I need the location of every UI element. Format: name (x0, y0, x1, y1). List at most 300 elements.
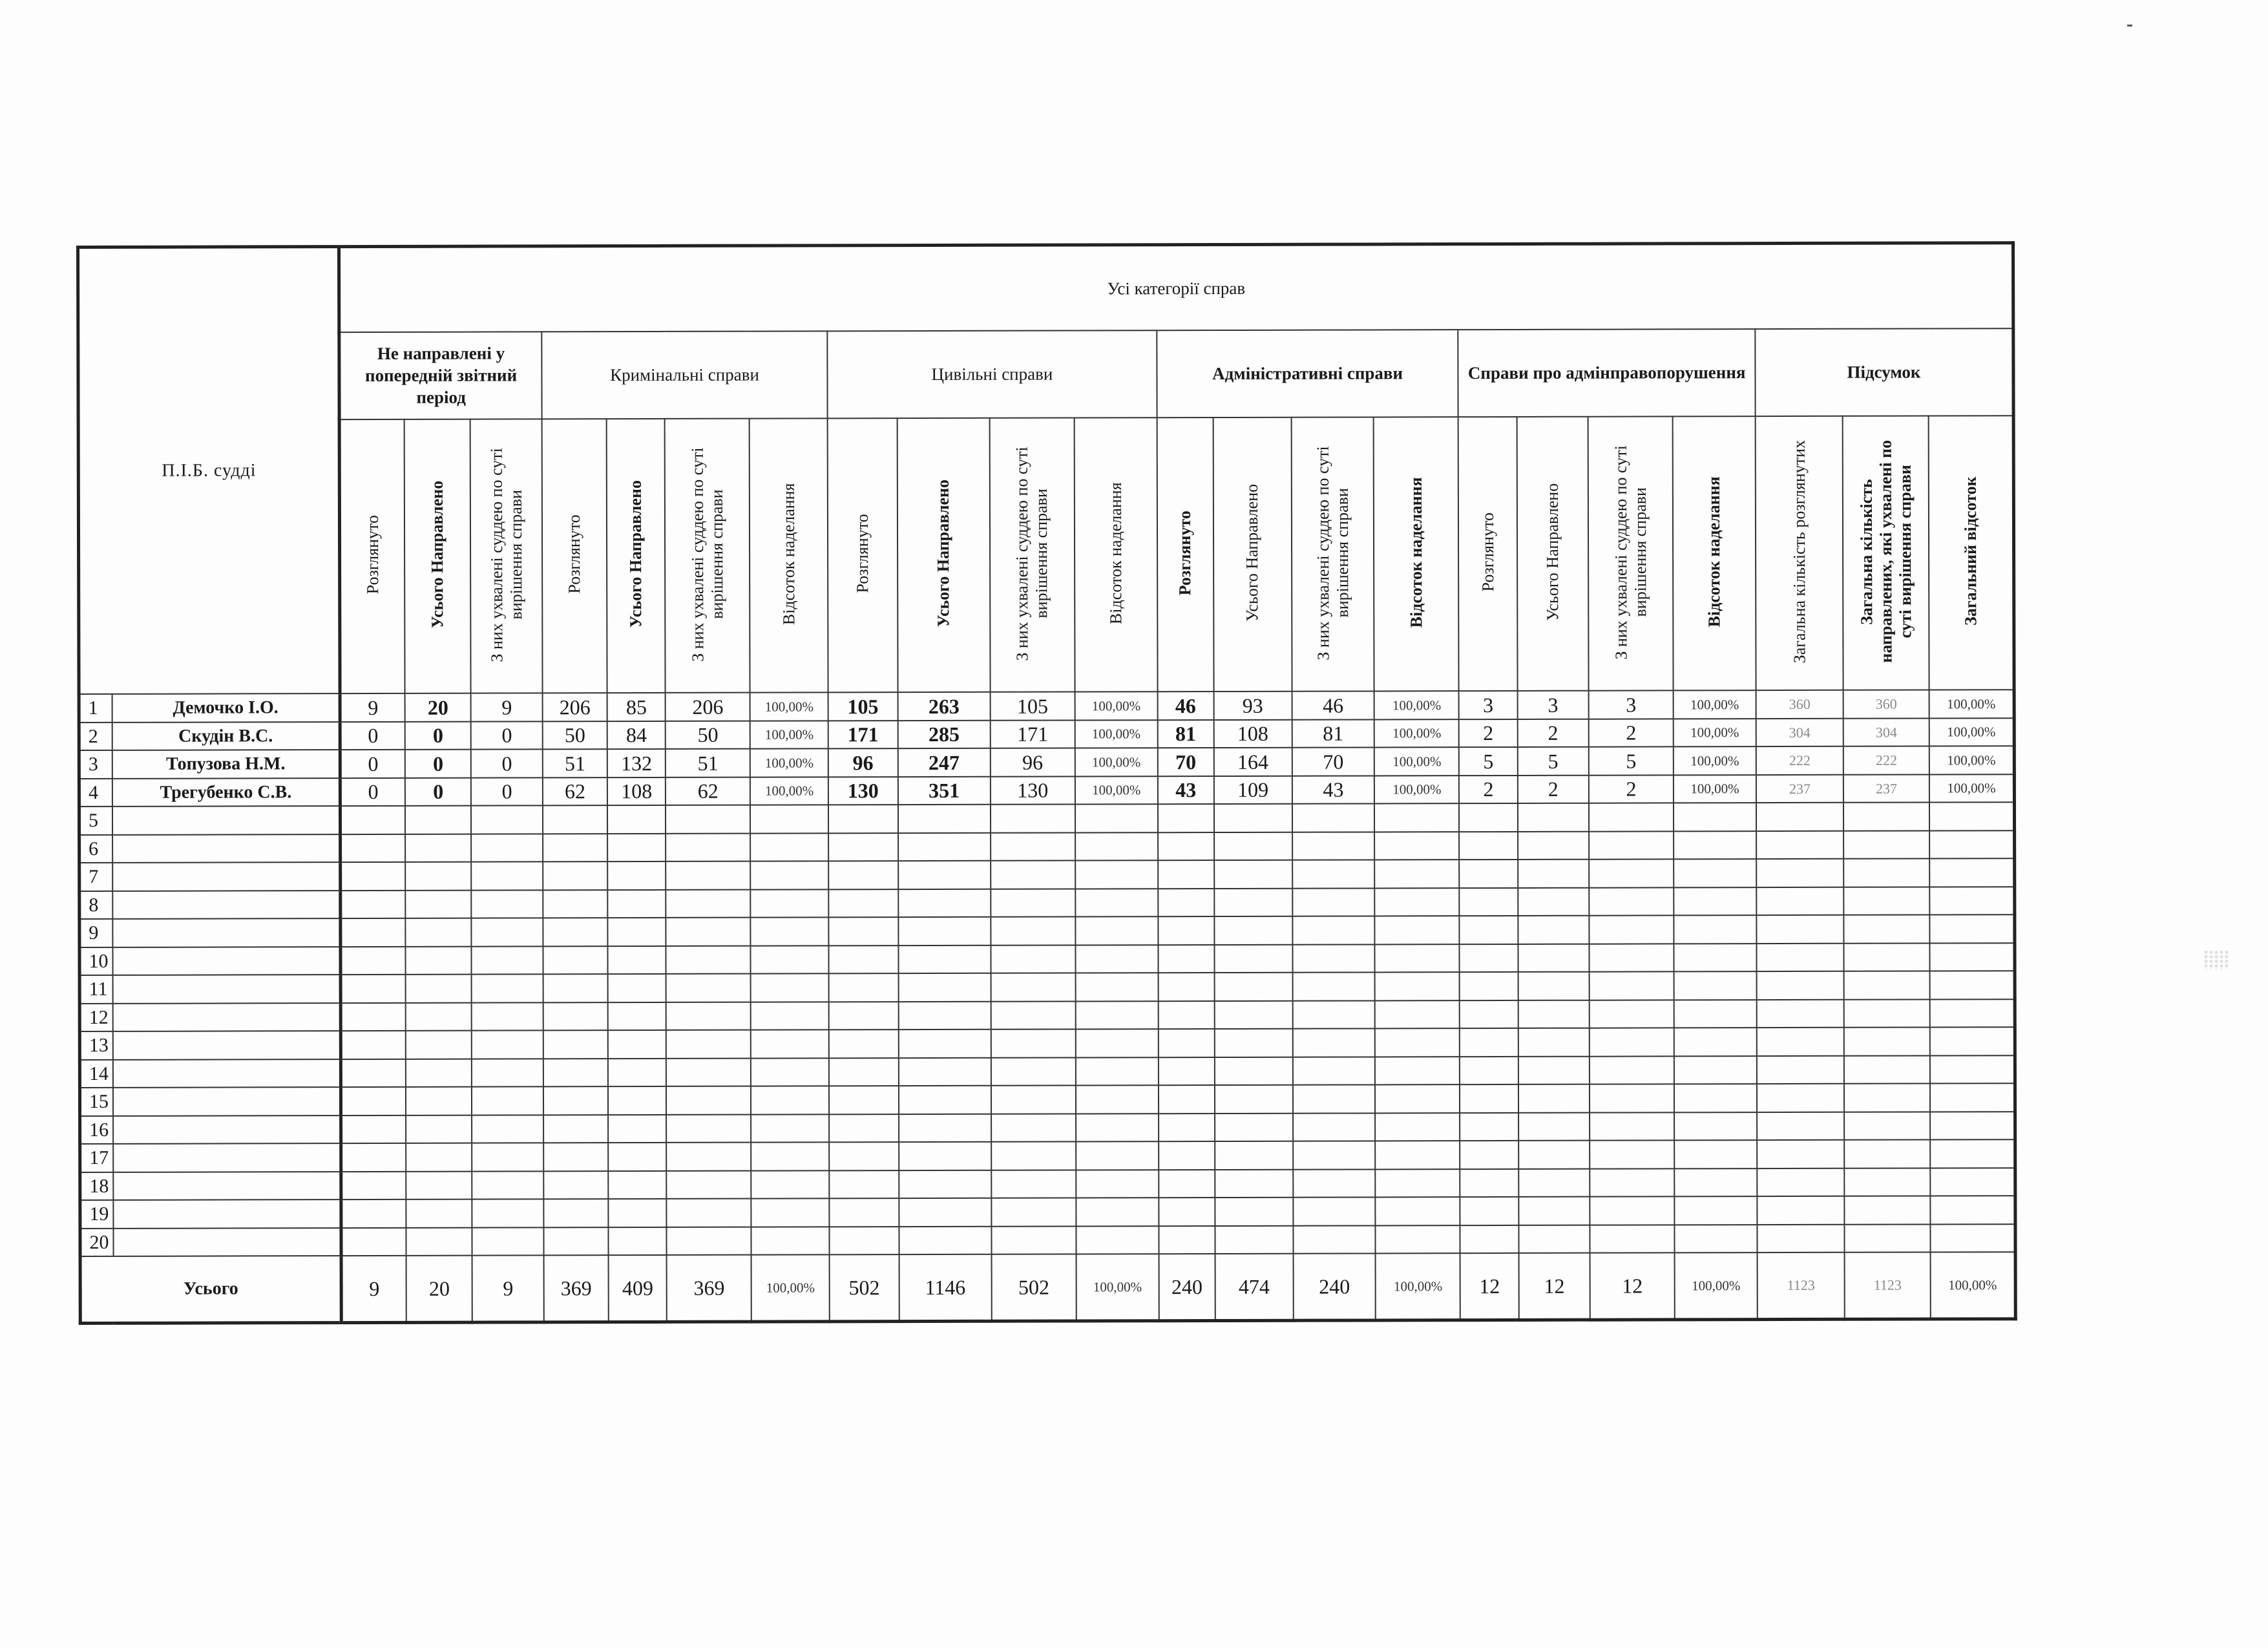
header-row-1 (78, 243, 2013, 333)
total-cell: 12 (1460, 1253, 1518, 1320)
table-cell (543, 834, 607, 862)
column-header-label: Загальна кількість розглянутих (1789, 439, 1809, 664)
table-cell (1376, 1169, 1460, 1198)
judge-name (112, 918, 341, 947)
table-cell (1214, 889, 1292, 917)
table-cell (543, 1031, 608, 1059)
row-number: 14 (79, 1060, 112, 1088)
table-cell (406, 1143, 472, 1172)
table-cell (898, 1030, 991, 1058)
table-cell (751, 1227, 830, 1255)
table-row (79, 859, 2015, 891)
table-cell (1159, 1170, 1215, 1198)
table-cell: 360 (1756, 690, 1843, 719)
table-cell (608, 890, 666, 918)
total-cell: 409 (609, 1255, 667, 1322)
table-cell (405, 806, 471, 834)
column-header (1929, 416, 2014, 690)
table-cell (471, 806, 543, 834)
column-header (1673, 416, 1756, 691)
table-row (79, 746, 2014, 779)
table-cell (1674, 1168, 1757, 1197)
table-cell: 70 (1158, 748, 1214, 776)
group-header: Не направлені у попередній звітний період (339, 332, 541, 419)
table-cell (1460, 1197, 1518, 1225)
table-cell (898, 833, 991, 861)
row-number: 5 (79, 807, 112, 835)
table-cell (829, 1114, 899, 1143)
table-cell: 263 (898, 692, 990, 721)
total-cell: 502 (991, 1254, 1076, 1321)
table-cell (666, 1115, 751, 1143)
table-cell (1159, 1085, 1215, 1114)
table-cell (1518, 1197, 1590, 1225)
table-cell (608, 946, 666, 975)
row-number: 11 (79, 975, 112, 1004)
table-cell (1844, 1168, 1930, 1196)
column-header-label: Усього Направлено (428, 481, 447, 629)
table-cell (1930, 1055, 2015, 1084)
table-cell (1757, 1028, 1844, 1056)
column-header-label: З них ухвалені суддею по суті вирішення справи (688, 447, 727, 662)
table-cell (991, 973, 1075, 1002)
judge-name (112, 834, 341, 863)
table-cell (472, 1002, 543, 1031)
column-header-label: Розглянуто (1478, 512, 1497, 592)
total-cell: 369 (667, 1255, 751, 1322)
table-cell: 0 (405, 750, 471, 778)
table-cell: 351 (898, 777, 990, 805)
table-cell (1756, 944, 1843, 972)
table-cell (1590, 972, 1674, 1000)
table-cell: 81 (1157, 720, 1213, 748)
table-cell (1215, 1114, 1293, 1142)
table-cell (1929, 830, 2014, 859)
report-table (76, 241, 2017, 1325)
column-header-label: Усього Направлено (934, 480, 953, 628)
table-cell (608, 1059, 666, 1087)
table-cell (829, 1030, 899, 1058)
table-cell: 100,00% (1674, 719, 1756, 747)
table-cell (1215, 1198, 1293, 1226)
table-cell (1930, 971, 2015, 1000)
table-cell (608, 974, 666, 1002)
table-cell (608, 1030, 666, 1059)
table-cell (543, 806, 607, 834)
table-cell (750, 861, 828, 890)
column-header-label: Загальний відсоток (1960, 476, 1980, 626)
column-header-label: Відсоток наделання (779, 483, 799, 625)
column-header (989, 417, 1075, 692)
table-cell: 93 (1213, 692, 1292, 720)
table-cell (1214, 945, 1292, 973)
table-cell (406, 1002, 472, 1031)
column-header-label: Усього Направлено (1542, 483, 1562, 621)
table-cell (899, 1170, 991, 1199)
table-cell (1375, 888, 1460, 916)
table-cell (1518, 860, 1590, 888)
table-cell (1215, 1170, 1293, 1198)
table-cell (666, 805, 750, 834)
column-header (1843, 416, 1929, 690)
table-cell (1844, 1055, 1930, 1084)
table-cell (1076, 1198, 1159, 1227)
table-cell (751, 1170, 830, 1199)
row-number: 7 (79, 863, 112, 891)
table-cell (1589, 803, 1674, 832)
table-cell (1674, 971, 1757, 1000)
table-cell: 3 (1589, 691, 1674, 719)
table-cell (1374, 804, 1459, 832)
table-cell (898, 889, 991, 918)
judge-name (113, 1115, 341, 1144)
table-cell (829, 973, 899, 1002)
table-cell (1158, 945, 1214, 973)
table-cell (1518, 803, 1590, 832)
table-cell (1844, 943, 1930, 971)
total-label: Усього (80, 1256, 342, 1323)
table-cell (1756, 803, 1843, 831)
table-cell (829, 1002, 899, 1030)
table-row (80, 1112, 2015, 1144)
table-cell (899, 1142, 991, 1170)
table-cell (1214, 1001, 1292, 1030)
table-cell: 100,00% (1674, 690, 1756, 719)
table-cell (1460, 916, 1518, 944)
table-cell (751, 1114, 829, 1143)
table-cell (1215, 1085, 1293, 1114)
table-cell: 304 (1843, 718, 1929, 746)
column-header (1157, 417, 1213, 692)
table-cell (1075, 805, 1158, 833)
table-cell (1674, 1112, 1757, 1141)
table-cell: 2 (1589, 719, 1674, 747)
table-cell: 9 (340, 693, 404, 722)
table-cell (991, 917, 1075, 945)
table-cell (1076, 1226, 1159, 1254)
row-number: 9 (79, 919, 112, 947)
table-cell (1518, 1113, 1590, 1141)
table-cell (341, 1059, 406, 1088)
table-cell: 171 (828, 721, 898, 749)
table-cell (991, 1030, 1076, 1058)
table-cell (406, 1087, 472, 1115)
table-cell (1214, 916, 1292, 945)
table-cell (472, 890, 543, 918)
judge-name (112, 806, 341, 834)
table-cell (543, 862, 607, 891)
column-header (1291, 417, 1374, 692)
table-cell (1518, 1141, 1590, 1169)
table-cell (406, 975, 472, 1003)
table-cell (1757, 971, 1844, 1000)
table-cell: 206 (666, 693, 750, 721)
table-cell (751, 1002, 829, 1030)
table-cell (1590, 1225, 1675, 1253)
table-cell (829, 945, 899, 974)
table-row (79, 1055, 2015, 1088)
group-header: Справи про адмінправопорушення (1458, 329, 1756, 417)
total-cell: 9 (472, 1256, 544, 1322)
table-cell (828, 833, 898, 861)
row-number: 6 (79, 835, 112, 863)
table-cell (1292, 944, 1375, 973)
judge-name: Трегубенко С.В. (112, 778, 341, 807)
table-cell (1375, 1085, 1460, 1114)
table-cell (1376, 1225, 1460, 1254)
table-cell (751, 889, 829, 918)
table-cell (666, 1030, 751, 1059)
table-cell (1158, 832, 1214, 861)
table-cell (472, 1031, 543, 1059)
table-cell (1930, 1168, 2015, 1196)
table-cell (991, 1114, 1076, 1142)
table-cell (406, 1059, 472, 1087)
table-cell: 51 (666, 749, 750, 777)
table-cell (1518, 1225, 1590, 1254)
table-cell (609, 1171, 667, 1199)
table-cell: 2 (1517, 776, 1589, 804)
judge-name (112, 891, 341, 919)
table-cell: 130 (828, 777, 898, 805)
table-cell (666, 974, 751, 1002)
column-header-label: Відсоток наделання (1106, 482, 1126, 624)
table-cell (406, 1115, 472, 1143)
table-cell (750, 805, 828, 834)
total-row (80, 1252, 2015, 1324)
table-cell (472, 862, 543, 891)
table-cell (1075, 861, 1158, 889)
table-cell (1929, 859, 2014, 887)
table-cell (1930, 999, 2015, 1028)
table-cell (1518, 1084, 1590, 1113)
table-row (79, 915, 2015, 947)
table-cell (608, 1143, 666, 1171)
table-cell (543, 1199, 608, 1228)
table-cell (666, 890, 751, 918)
judge-name: Демочко І.О. (112, 693, 340, 722)
header-row-2 (78, 328, 2013, 419)
judge-name (112, 947, 341, 975)
table-cell: 5 (1459, 747, 1517, 776)
table-cell (828, 861, 898, 889)
table-cell (1460, 1225, 1518, 1254)
column-header-label: Усього Направлено (626, 480, 646, 628)
table-cell (991, 1198, 1076, 1227)
table-cell (898, 917, 991, 945)
column-header-label: З них ухвалені суддею по суті вирішення справи (1611, 445, 1650, 659)
table-cell (341, 1172, 406, 1200)
table-cell (1460, 832, 1518, 860)
table-cell (1589, 860, 1674, 888)
table-cell (1214, 860, 1292, 889)
table-cell: 132 (607, 749, 666, 777)
table-row (79, 887, 2015, 919)
total-cell: 474 (1215, 1254, 1293, 1320)
table-cell (406, 1031, 472, 1059)
table-cell: 109 (1214, 776, 1292, 805)
table-cell (1076, 1001, 1159, 1030)
column-header (1374, 417, 1459, 692)
table-cell (1674, 1056, 1757, 1084)
table-cell: 360 (1843, 690, 1929, 719)
table-cell: 0 (471, 721, 543, 750)
total-cell: 20 (406, 1256, 473, 1322)
table-cell (899, 1114, 991, 1143)
table-cell (341, 1087, 406, 1115)
table-cell (1843, 859, 1929, 887)
table-cell (751, 945, 829, 974)
table-cell (991, 1057, 1076, 1086)
table-cell: 100,00% (1374, 719, 1459, 748)
table-cell (666, 946, 751, 975)
table-cell (829, 1058, 899, 1086)
table-cell (406, 1227, 472, 1256)
table-cell (1158, 804, 1214, 832)
table-cell (1460, 1057, 1518, 1085)
total-cell: 100,00% (1076, 1254, 1159, 1321)
table-cell (1293, 1141, 1376, 1170)
table-cell (1460, 972, 1518, 1000)
row-number: 15 (79, 1088, 112, 1116)
total-cell: 12 (1590, 1253, 1675, 1320)
table-cell (1590, 944, 1674, 972)
table-cell (1376, 1198, 1460, 1226)
table-cell (1159, 1141, 1215, 1170)
table-cell (829, 1198, 899, 1227)
table-cell (341, 1031, 406, 1059)
table-cell (1931, 1224, 2015, 1252)
table-cell: 100,00% (1929, 718, 2014, 746)
column-header-label: Розглянуто (1175, 510, 1195, 596)
table-cell (1843, 887, 1929, 915)
judge-name-header: П.І.Б. судді (78, 247, 341, 695)
table-cell: 43 (1292, 776, 1374, 804)
table-cell (341, 862, 405, 891)
judge-name (112, 862, 341, 891)
table-cell: 100,00% (1674, 775, 1756, 803)
table-cell (899, 1086, 991, 1114)
table-cell (1674, 831, 1756, 860)
judge-name (113, 1087, 341, 1115)
table-cell (1590, 1056, 1674, 1084)
table-cell: 2 (1517, 719, 1589, 748)
table-cell (1075, 945, 1158, 973)
table-cell (1589, 831, 1674, 860)
table-cell (341, 1199, 406, 1228)
table-cell: 237 (1843, 774, 1929, 803)
table-cell (1757, 1168, 1844, 1197)
row-number: 16 (80, 1116, 113, 1145)
table-cell (1844, 971, 1930, 1000)
table-cell (828, 805, 898, 833)
table-cell: 100,00% (1075, 776, 1158, 805)
table-cell: 51 (543, 750, 607, 778)
table-row (79, 774, 2014, 807)
table-cell (1590, 1197, 1674, 1225)
row-number: 12 (79, 1004, 112, 1032)
table-cell: 108 (607, 777, 666, 806)
table-cell (1375, 1000, 1460, 1029)
total-cell: 9 (341, 1256, 406, 1322)
table-cell (751, 1143, 829, 1171)
table-cell (1375, 832, 1460, 860)
table-cell (1375, 916, 1460, 945)
table-cell (1590, 1112, 1674, 1141)
table-cell (543, 946, 607, 975)
table-cell: 247 (898, 748, 990, 777)
table-cell (1292, 973, 1375, 1001)
table-cell (406, 1199, 472, 1228)
table-cell: 100,00% (1674, 746, 1756, 775)
table-cell: 285 (898, 721, 990, 749)
table-row (79, 971, 2015, 1004)
judge-name (112, 975, 341, 1003)
table-cell (472, 918, 543, 947)
table-cell (1075, 917, 1158, 945)
table-cell (1518, 1169, 1590, 1198)
judge-name (112, 1031, 341, 1059)
column-header (607, 419, 666, 693)
table-cell (1590, 1141, 1674, 1169)
row-number: 18 (80, 1172, 113, 1201)
table-cell (1843, 803, 1929, 831)
table-cell (1518, 916, 1590, 944)
column-header-label: Усього Направлено (1242, 483, 1262, 622)
table-cell (666, 861, 750, 890)
table-cell (543, 890, 607, 918)
table-cell (1757, 1112, 1844, 1141)
table-cell (1756, 887, 1843, 916)
table-cell (1844, 1112, 1930, 1140)
table-cell (898, 861, 991, 889)
table-cell (1076, 1142, 1159, 1170)
column-header (470, 419, 542, 693)
table-cell (751, 918, 829, 946)
table-cell: 43 (1158, 776, 1214, 805)
column-header (665, 418, 750, 693)
table-cell (1076, 1030, 1159, 1058)
row-number: 13 (79, 1031, 112, 1060)
total-cell: 1146 (899, 1254, 992, 1321)
table-cell: 222 (1843, 746, 1929, 775)
table-row (79, 943, 2015, 975)
table-cell: 50 (543, 721, 607, 750)
table-cell (1159, 1114, 1215, 1142)
total-cell: 1123 (1845, 1252, 1931, 1319)
table-cell (1214, 804, 1292, 832)
total-cell: 502 (830, 1254, 899, 1321)
table-cell: 81 (1292, 719, 1374, 748)
column-header-label: Розглянуто (362, 515, 382, 595)
table-cell (666, 918, 751, 946)
table-cell (1674, 1084, 1757, 1112)
table-cell: 96 (828, 748, 898, 777)
table-cell (1674, 1196, 1757, 1225)
table-cell: 222 (1756, 746, 1843, 775)
row-number: 10 (79, 947, 112, 976)
table-cell (1674, 1028, 1757, 1056)
total-cell: 12 (1518, 1253, 1590, 1320)
table-cell (830, 1227, 899, 1255)
table-cell: 304 (1756, 719, 1843, 747)
table-cell (899, 1198, 991, 1227)
table-cell (1460, 1084, 1518, 1113)
judge-name (113, 1199, 341, 1228)
table-cell (1075, 889, 1158, 917)
table-cell: 9 (471, 693, 543, 722)
table-cell: 171 (991, 720, 1075, 748)
